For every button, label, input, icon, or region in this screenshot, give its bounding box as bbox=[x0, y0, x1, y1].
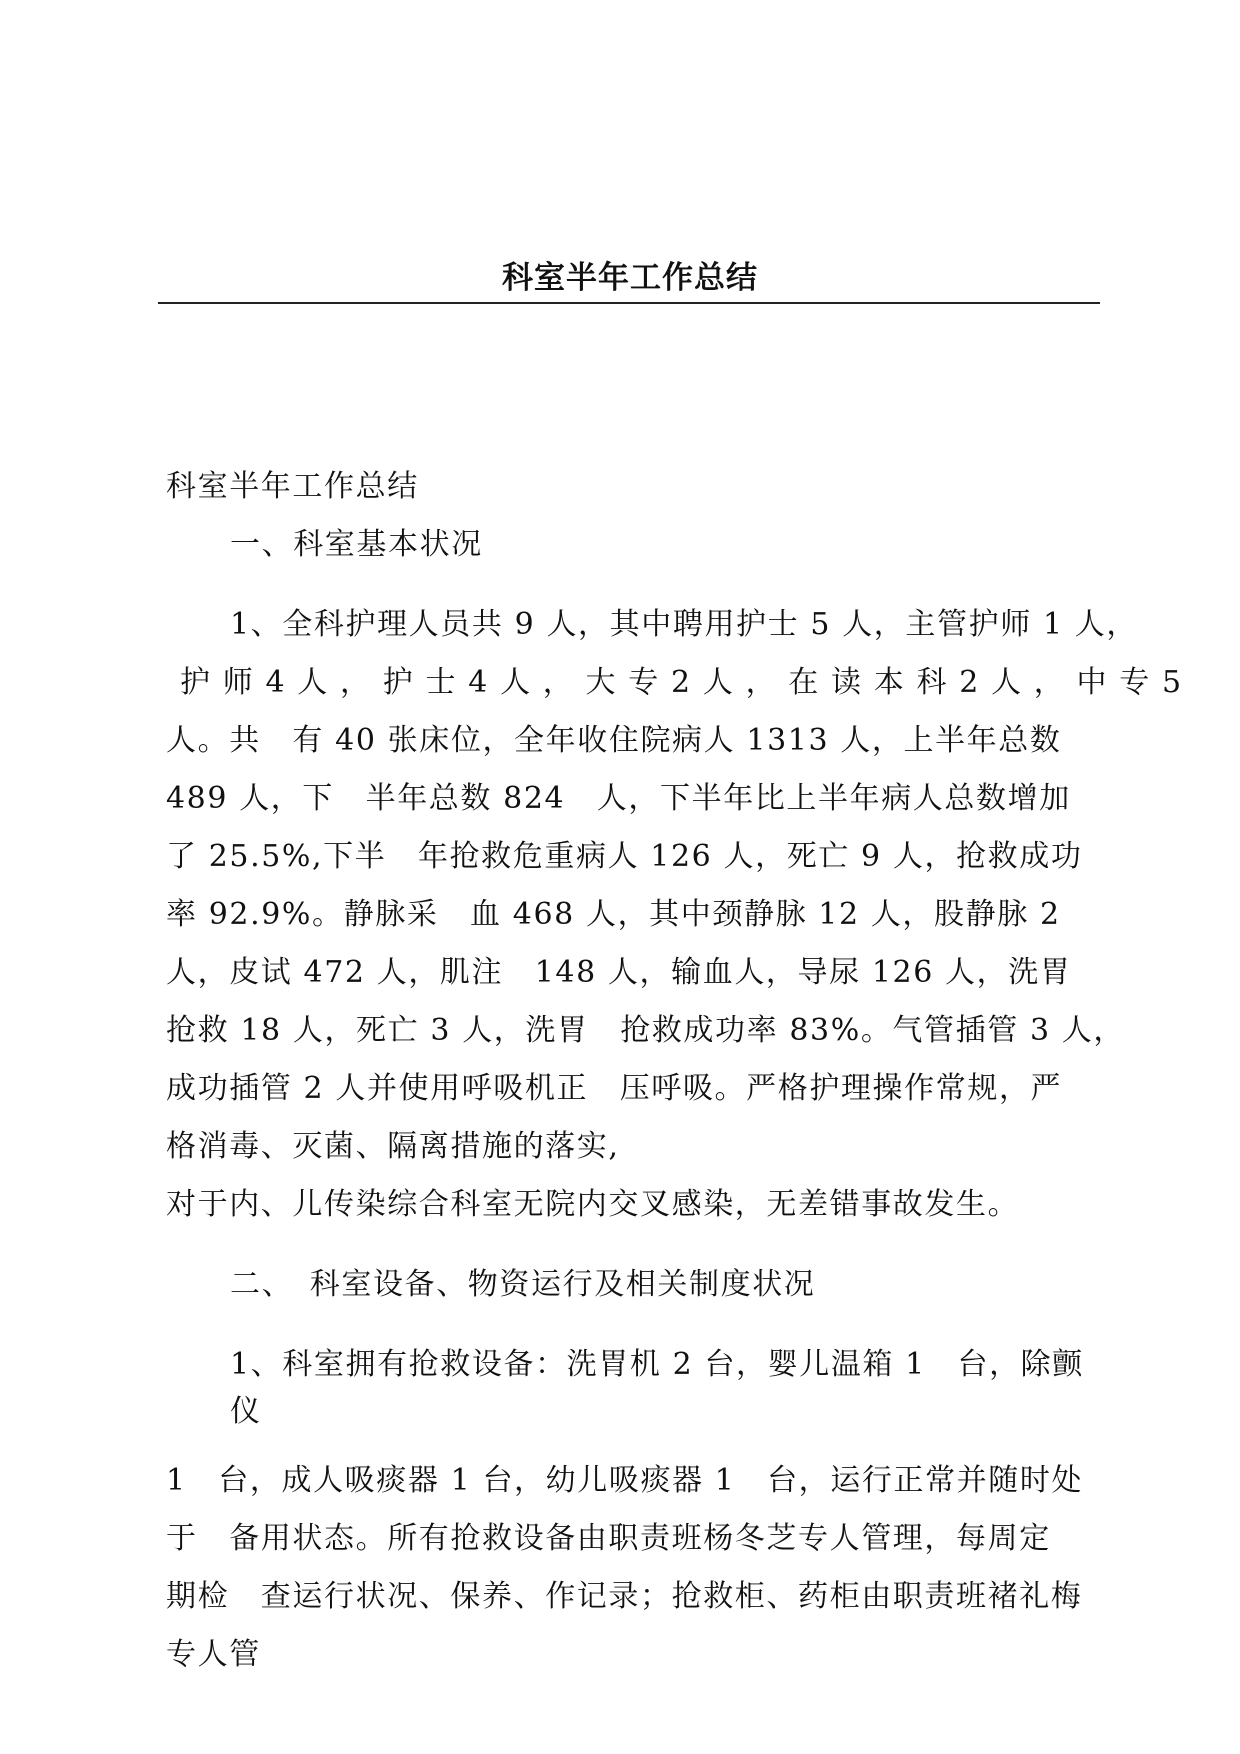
header-divider bbox=[158, 302, 1100, 304]
paragraph-line: 格消毒、灭菌、隔离措施的落实, bbox=[166, 1129, 620, 1164]
section-heading-1: 一、科室基本状况 bbox=[230, 527, 483, 562]
page-header-title: 科室半年工作总结 bbox=[502, 260, 758, 296]
body-heading: 科室半年工作总结 bbox=[166, 469, 419, 504]
paragraph-line: 人。共 有 40 张床位，全年收住院病人 1313 人，上半年总数 bbox=[166, 723, 1062, 758]
paragraph-line: 489 人，下 半年总数 824 人，下半年比上半年病人总数增加 bbox=[166, 781, 1071, 816]
paragraph-line: 专人管 bbox=[166, 1637, 261, 1672]
document-body bbox=[166, 458, 1183, 1684]
paragraph-line: 护 师 4 人 ， 护 士 4 人 ， 大 专 2 人 ， 在 读 本 科 2 人 ， 中 专 5 bbox=[180, 665, 1183, 700]
paragraph-line: 率 92.9%。静脉采 血 468 人，其中颈静脉 12 人，股静脉 2 bbox=[166, 897, 1061, 932]
paragraph-line: 对于内、儿传染综合科室无院内交叉感染，无差错事故发生。 bbox=[166, 1187, 1020, 1222]
paragraph-line: 1、科室拥有抢救设备：洗胃机 2 台，婴儿温箱 1 台，除颤 bbox=[230, 1347, 1084, 1382]
paragraph-line: 了 25.5%,下半 年抢救危重病人 126 人，死亡 9 人，抢救成功 bbox=[166, 839, 1083, 874]
paragraph-line: 人，皮试 472 人，肌注 148 人，输血人，导尿 126 人，洗胃 bbox=[166, 955, 1072, 990]
paragraph-line: 1、全科护理人员共 9 人，其中聘用护士 5 人，主管护师 1 人， bbox=[230, 607, 1138, 642]
paragraph-line: 抢救 18 人，死亡 3 人，洗胃 抢救成功率 83%。气管插管 3 人， bbox=[166, 1013, 1125, 1048]
paragraph-line: 于 备用状态。所有抢救设备由职责班杨冬芝专人管理，每周定 bbox=[166, 1521, 1051, 1556]
paragraph-line: 成功插管 2 人并使用呼吸机正 压呼吸。严格护理操作常规，严 bbox=[166, 1071, 1063, 1106]
paragraph-line: 期检 查运行状况、保养、作记录；抢救柜、药柜由职责班褚礼梅 bbox=[166, 1579, 1083, 1614]
paragraph-line: 1 台，成人吸痰器 1 台，幼儿吸痰器 1 台，运行正常并随时处 bbox=[166, 1463, 1084, 1498]
paragraph-line: 仪 bbox=[230, 1394, 262, 1429]
section-heading-2: 二、 科室设备、物资运行及相关制度状况 bbox=[230, 1267, 816, 1302]
